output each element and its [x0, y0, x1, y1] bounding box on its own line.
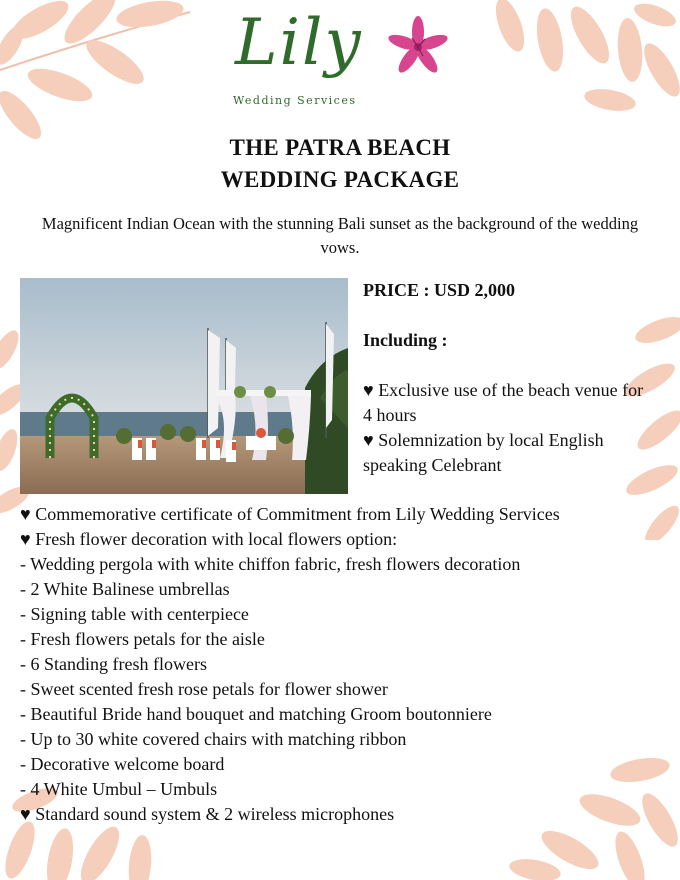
intro-paragraph: Magnificent Indian Ocean with the stunning Bali sunset as the background of the wedding vows. [41, 214, 639, 257]
leaf-branch-top-right [490, 0, 680, 130]
list-item: - Beautiful Bride hand bouquet and matching Groom boutonniere [20, 704, 492, 724]
venue-photo [20, 278, 348, 494]
page-title-line-2: WEDDING PACKAGE [220, 167, 460, 192]
list-item: - Fresh flowers petals for the aisle [20, 629, 265, 649]
list-item: - Signing table with centerpiece [20, 604, 249, 624]
list-item: - Decorative welcome board [20, 754, 225, 774]
list-item: - Wedding pergola with white chiffon fabric, fresh flowers decoration [20, 554, 521, 574]
package-summary [363, 278, 673, 478]
list-item: - 2 White Balinese umbrellas [20, 579, 230, 599]
lily-flower-icon [385, 16, 451, 78]
price-label: PRICE : USD 2,000 [363, 280, 516, 300]
leaf-branch-top-left [0, 0, 200, 140]
list-item: - Sweet scented fresh rose petals for flower shower [20, 679, 388, 699]
logo-subtitle: Wedding Services [233, 94, 357, 107]
feature-item-line: ♥ Solemnization by local English [363, 430, 604, 450]
including-heading: Including : [363, 330, 448, 350]
feature-item-line: speaking Celebrant [363, 455, 502, 475]
list-item: ♥ Standard sound system & 2 wireless microphones [20, 804, 395, 824]
list-item: ♥ Fresh flower decoration with local flowers option: [20, 529, 398, 549]
list-item: ♥ Commemorative certificate of Commitment from Lily Wedding Services [20, 504, 560, 524]
logo-wordmark: Lily [235, 6, 363, 80]
list-item: - 4 White Umbul – Umbuls [20, 779, 218, 799]
list-item: - Up to 30 white covered chairs with matching ribbon [20, 729, 407, 749]
package-item-list [20, 502, 660, 827]
feature-item-line: 4 hours [363, 405, 417, 425]
page-title-line-1: THE PATRA BEACH [229, 135, 451, 160]
feature-item-line: ♥ Exclusive use of the beach venue for [363, 380, 644, 400]
list-item: - 6 Standing fresh flowers [20, 654, 207, 674]
brand-logo [225, 8, 460, 118]
